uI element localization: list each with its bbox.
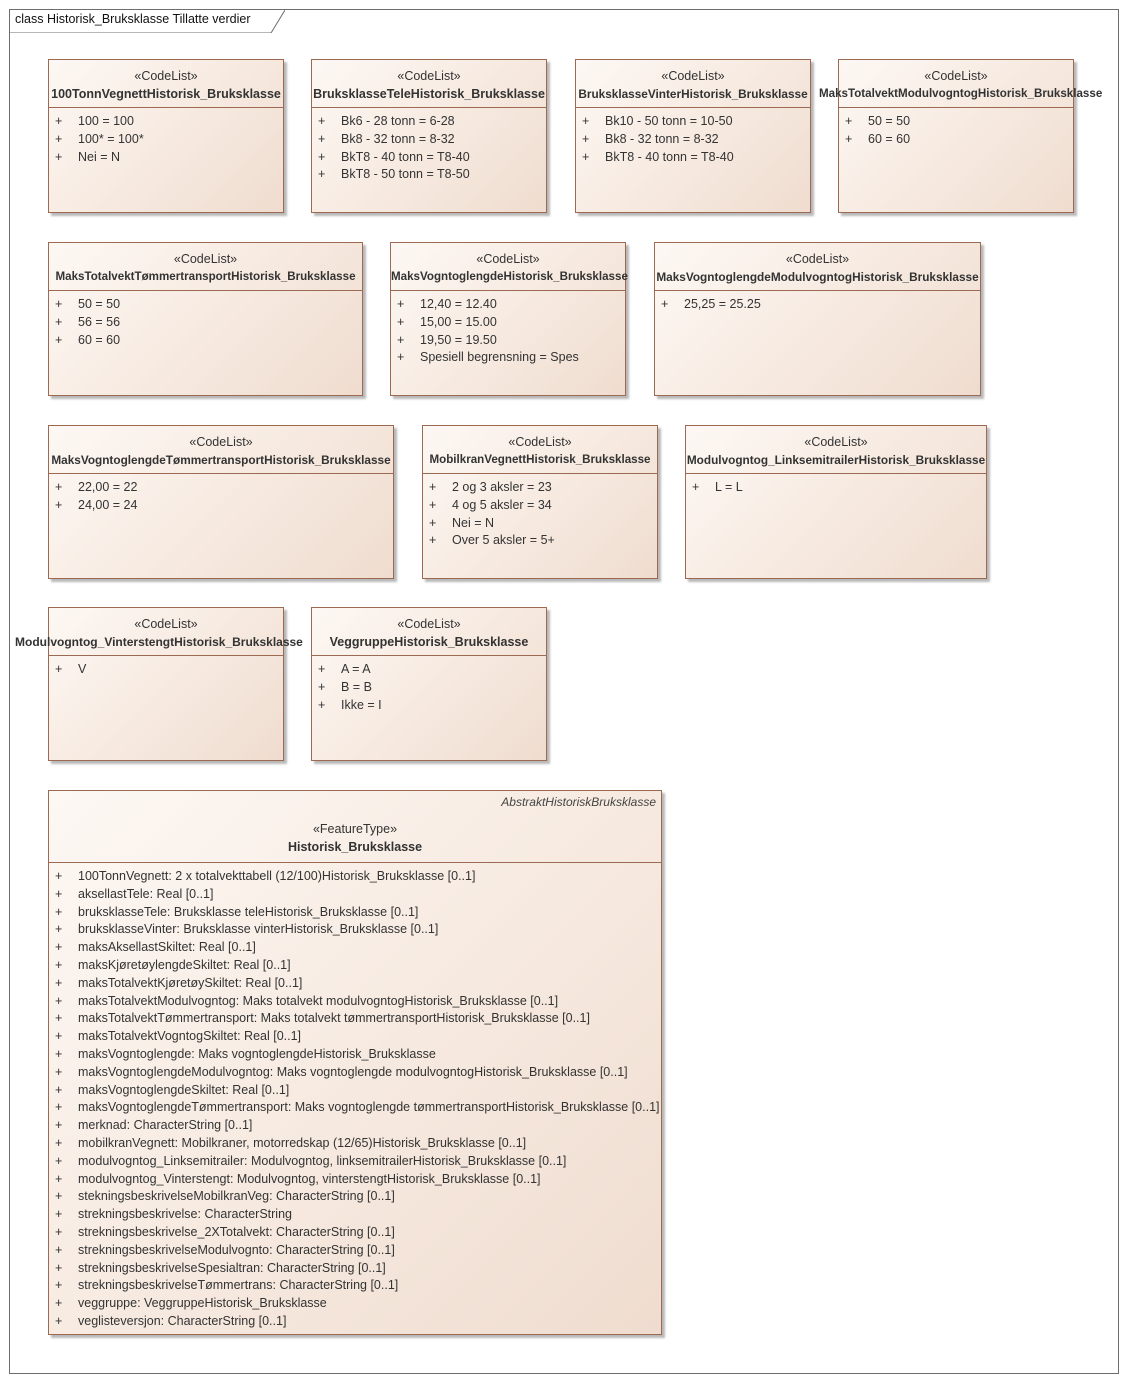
public-visibility-marker: +	[55, 1171, 63, 1186]
attribute-row	[49, 1046, 661, 1064]
class-name: Modulvogntog_VinterstengtHistorisk_Bruksklasse	[15, 635, 303, 649]
public-visibility-marker: +	[55, 922, 63, 937]
codelist-box[interactable]	[685, 425, 987, 579]
value-text: Spesiell begrensning = Spes	[420, 350, 579, 365]
public-visibility-marker: +	[55, 1153, 63, 1168]
value-row	[423, 479, 657, 497]
attribute-row	[49, 1153, 661, 1171]
value-text: 19,50 = 19.50	[420, 332, 497, 347]
value-row	[391, 332, 625, 350]
class-name: 100TonnVegnettHistorisk_Bruksklasse	[51, 87, 281, 101]
attribute-row	[49, 1277, 661, 1295]
class-name: MaksVogntoglengdeModulvogntogHistorisk_Bruksklasse	[656, 270, 979, 284]
value-row	[391, 349, 625, 367]
public-visibility-marker: +	[429, 533, 437, 548]
value-text: 4 og 5 aksler = 34	[452, 497, 552, 512]
attribute-row	[49, 1082, 661, 1100]
value-text: maksVogntoglengdeModulvogntog: Maks vogntoglengde modulvogntogHistorisk_Bruksklasse [0..1]	[78, 1064, 628, 1079]
public-visibility-marker: +	[55, 497, 63, 512]
value-text: B = B	[341, 679, 372, 694]
value-row	[49, 314, 362, 332]
value-row	[312, 679, 546, 697]
value-text: Bk6 - 28 tonn = 6-28	[341, 114, 455, 128]
attribute-row	[49, 1224, 661, 1242]
stereotype-label: «CodeList»	[924, 69, 988, 83]
public-visibility-marker: +	[55, 1118, 63, 1133]
public-visibility-marker: +	[55, 314, 63, 329]
stereotype-label: «CodeList»	[397, 617, 461, 631]
public-visibility-marker: +	[318, 167, 326, 182]
stereotype-label: «CodeList»	[397, 69, 461, 83]
public-visibility-marker: +	[55, 131, 63, 146]
attribute-row	[49, 957, 661, 975]
value-list	[839, 108, 1073, 149]
value-list	[312, 656, 546, 714]
value-text: 100 = 100	[78, 114, 134, 128]
value-list	[423, 474, 657, 550]
public-visibility-marker: +	[55, 297, 63, 311]
attribute-row	[49, 1099, 661, 1117]
value-text: maksVogntoglengde: Maks vogntoglengdeHistorisk_Bruksklasse	[78, 1046, 436, 1061]
value-list	[391, 291, 625, 367]
public-visibility-marker: +	[582, 114, 590, 128]
public-visibility-marker: +	[55, 1029, 63, 1044]
value-text: BkT8 - 40 tonn = T8-40	[341, 149, 470, 164]
public-visibility-marker: +	[55, 1135, 63, 1150]
value-text: 12,40 = 12.40	[420, 297, 497, 311]
public-visibility-marker: +	[318, 697, 326, 712]
diagram-title: class Historisk_Bruksklasse Tillatte verdier	[15, 12, 251, 26]
public-visibility-marker: +	[397, 332, 405, 347]
value-text: Nei = N	[78, 149, 121, 164]
codelist-box[interactable]	[48, 425, 394, 579]
value-text: Over 5 aksler = 5+	[452, 533, 555, 548]
public-visibility-marker: +	[55, 332, 63, 347]
stereotype-label: «CodeList»	[508, 435, 572, 449]
public-visibility-marker: +	[582, 149, 590, 164]
attribute-row	[49, 1064, 661, 1082]
stereotype-label: «CodeList»	[785, 252, 850, 266]
value-row	[49, 149, 283, 167]
value-text: BkT8 - 50 tonn = T8-50	[341, 167, 470, 182]
value-row	[576, 149, 810, 167]
value-text: maksTotalvektTømmertransport: Maks totalvekt tømmertransportHistorisk_Bruksklasse [0..1]	[78, 1011, 590, 1026]
class-name: MaksTotalvektModulvogntogHistorisk_Bruksklasse	[819, 87, 1103, 100]
public-visibility-marker: +	[55, 975, 63, 990]
value-text: maksKjøretøylengdeSkiltet: Real [0..1]	[78, 957, 291, 972]
public-visibility-marker: +	[55, 904, 63, 919]
codelist-box[interactable]	[48, 59, 284, 213]
value-list	[49, 474, 393, 515]
value-row	[49, 479, 393, 497]
value-text: maksVogntoglengdeSkiltet: Real [0..1]	[78, 1082, 290, 1097]
value-row	[391, 314, 625, 332]
value-text: aksellastTele: Real [0..1]	[78, 886, 214, 901]
value-row	[312, 149, 546, 167]
class-name: MaksVogntoglengdeHistorisk_Bruksklasse	[391, 270, 628, 283]
value-text: veglisteversjon: CharacterString [0..1]	[78, 1313, 287, 1328]
value-text: Bk8 - 32 tonn = 8-32	[341, 131, 455, 146]
public-visibility-marker: +	[55, 1278, 63, 1293]
public-visibility-marker: +	[318, 131, 326, 146]
value-row	[49, 332, 362, 350]
public-visibility-marker: +	[55, 940, 63, 955]
value-text: strekningsbeskrivelseModulvognto: CharacterString [0..1]	[78, 1242, 395, 1257]
value-text: veggruppe: VeggruppeHistorisk_Bruksklasse	[78, 1296, 327, 1311]
value-text: 2 og 3 aksler = 23	[452, 480, 552, 494]
value-row	[391, 296, 625, 314]
value-row	[839, 131, 1073, 149]
public-visibility-marker: +	[429, 497, 437, 512]
public-visibility-marker: +	[318, 679, 326, 694]
public-visibility-marker: +	[845, 131, 853, 146]
public-visibility-marker: +	[661, 297, 669, 311]
value-text: merknad: CharacterString [0..1]	[78, 1118, 253, 1133]
value-row	[686, 479, 986, 497]
public-visibility-marker: +	[55, 1296, 63, 1311]
public-visibility-marker: +	[55, 1064, 63, 1079]
codelist-box[interactable]	[390, 242, 626, 396]
public-visibility-marker: +	[55, 114, 63, 128]
codelist-box[interactable]	[819, 59, 1103, 213]
diagram-title-tab	[9, 9, 285, 33]
public-visibility-marker: +	[318, 662, 326, 676]
value-text: V	[78, 662, 87, 676]
value-text: 100* = 100*	[78, 131, 144, 146]
stereotype-label: «CodeList»	[134, 617, 198, 631]
value-text: maksTotalvektKjøretøySkiltet: Real [0..1]	[78, 975, 303, 990]
value-row	[49, 661, 283, 679]
public-visibility-marker: +	[55, 1100, 63, 1115]
value-text: 50 = 50	[78, 297, 121, 311]
value-text: BkT8 - 40 tonn = T8-40	[605, 149, 734, 164]
public-visibility-marker: +	[55, 957, 63, 972]
class-name: VeggruppeHistorisk_Bruksklasse	[329, 635, 529, 649]
value-row	[49, 497, 393, 515]
class-name: MaksVogntoglengdeTømmertransportHistorisk_Bruksklasse	[51, 453, 391, 467]
public-visibility-marker: +	[55, 662, 63, 676]
value-text: L = L	[715, 480, 743, 494]
value-text: mobilkranVegnett: Mobilkraner, motorredskap (12/65)Historisk_Bruksklasse [0..1]	[78, 1135, 527, 1150]
value-row	[423, 515, 657, 533]
value-row	[312, 113, 546, 131]
public-visibility-marker: +	[55, 1224, 63, 1239]
value-row	[576, 113, 810, 131]
codelist-box[interactable]	[575, 59, 811, 213]
attribute-row	[49, 993, 661, 1011]
value-text: stekningsbeskrivelseMobilkranVeg: CharacterString [0..1]	[78, 1189, 395, 1204]
attribute-row	[49, 1242, 661, 1260]
stereotype-label: «CodeList»	[661, 69, 725, 83]
value-text: A = A	[341, 662, 371, 676]
public-visibility-marker: +	[397, 314, 405, 329]
value-list	[49, 108, 283, 166]
attribute-row	[49, 1010, 661, 1028]
value-text: 100TonnVegnett: 2 x totalvekttabell (12/100)Historisk_Bruksklasse [0..1]	[78, 869, 476, 883]
value-text: modulvogntog_Vinterstengt: Modulvogntog, vinterstengtHistorisk_Bruksklasse [0..1]	[78, 1171, 541, 1186]
stereotype-label: «CodeList»	[476, 252, 540, 266]
class-name: Modulvogntog_LinksemitrailerHistorisk_Bruksklasse	[686, 453, 986, 467]
attribute-row	[49, 1260, 661, 1278]
public-visibility-marker: +	[55, 1082, 63, 1097]
public-visibility-marker: +	[55, 1260, 63, 1275]
value-text: 60 = 60	[78, 332, 121, 347]
value-row	[423, 532, 657, 550]
attribute-row	[49, 1028, 661, 1046]
value-row	[49, 296, 362, 314]
class-name: BruksklasseVinterHistorisk_Bruksklasse	[578, 87, 808, 101]
value-list	[49, 291, 362, 349]
public-visibility-marker: +	[429, 480, 437, 494]
codelist-box[interactable]	[311, 59, 547, 213]
value-text: strekningsbeskrivelseSpesialtran: CharacterString [0..1]	[78, 1260, 386, 1275]
codelist-box[interactable]	[654, 242, 981, 396]
value-text: 22,00 = 22	[78, 480, 138, 494]
value-row	[839, 113, 1073, 131]
public-visibility-marker: +	[55, 869, 63, 883]
public-visibility-marker: +	[55, 1046, 63, 1061]
value-list	[312, 108, 546, 184]
attribute-row	[49, 939, 661, 957]
value-text: 15,00 = 15.00	[420, 314, 497, 329]
attribute-row	[49, 1188, 661, 1206]
value-text: maksTotalvektModulvogntog: Maks totalvekt modulvogntogHistorisk_Bruksklasse [0..1]	[78, 993, 559, 1008]
attribute-list	[49, 863, 661, 1331]
attribute-row	[49, 886, 661, 904]
public-visibility-marker: +	[55, 480, 63, 494]
attribute-row	[49, 1117, 661, 1135]
value-text: strekningsbeskrivelseTømmertrans: CharacterString [0..1]	[78, 1278, 399, 1293]
public-visibility-marker: +	[55, 1242, 63, 1257]
value-text: modulvogntog_Linksemitrailer: Modulvogntog, linksemitrailerHistorisk_Bruksklasse [0..1]	[78, 1153, 567, 1168]
value-text: strekningsbeskrivelse: CharacterString	[78, 1207, 292, 1222]
public-visibility-marker: +	[845, 114, 853, 128]
codelist-box[interactable]	[48, 242, 363, 396]
public-visibility-marker: +	[55, 149, 63, 164]
value-text: maksVogntoglengdeTømmertransport: Maks vogntoglengde tømmertransportHistorisk_Bruksklasse [0..1]	[78, 1100, 660, 1115]
value-text: Ikke = I	[341, 697, 382, 712]
value-text: 24,00 = 24	[78, 497, 138, 512]
attribute-row	[49, 1295, 661, 1313]
attribute-row	[49, 921, 661, 939]
value-row	[312, 661, 546, 679]
public-visibility-marker: +	[55, 1011, 63, 1026]
value-row	[312, 166, 546, 184]
value-text: bruksklasseVinter: Bruksklasse vinterHistorisk_Bruksklasse [0..1]	[78, 922, 439, 937]
class-name: BruksklasseTeleHistorisk_Bruksklasse	[313, 87, 545, 101]
attribute-row	[49, 1171, 661, 1189]
public-visibility-marker: +	[55, 886, 63, 901]
public-visibility-marker: +	[55, 1189, 63, 1204]
stereotype-label: «FeatureType»	[312, 822, 398, 836]
class-name: Historisk_Bruksklasse	[287, 840, 423, 854]
value-text: 50 = 50	[868, 114, 911, 128]
featuretype-box[interactable]	[48, 790, 662, 1335]
public-visibility-marker: +	[397, 297, 405, 311]
public-visibility-marker: +	[55, 1313, 63, 1328]
value-text: 25,25 = 25.25	[684, 297, 761, 311]
generalization-label: AbstraktHistoriskBruksklasse	[501, 795, 656, 809]
public-visibility-marker: +	[429, 515, 437, 530]
stereotype-label: «CodeList»	[189, 435, 253, 449]
public-visibility-marker: +	[55, 993, 63, 1008]
value-row	[49, 113, 283, 131]
value-text: bruksklasseTele: Bruksklasse teleHistorisk_Bruksklasse [0..1]	[78, 904, 419, 919]
public-visibility-marker: +	[582, 131, 590, 146]
public-visibility-marker: +	[397, 350, 405, 365]
value-list	[655, 291, 980, 314]
value-row	[576, 131, 810, 149]
attribute-row	[49, 1313, 661, 1331]
value-list	[576, 108, 810, 166]
class-name: MobilkranVegnettHistorisk_Bruksklasse	[429, 453, 651, 466]
value-text: Bk10 - 50 tonn = 10-50	[605, 114, 733, 128]
stereotype-label: «CodeList»	[804, 435, 868, 449]
value-row	[312, 131, 546, 149]
value-row	[655, 296, 980, 314]
public-visibility-marker: +	[318, 114, 326, 128]
public-visibility-marker: +	[692, 480, 700, 494]
value-list	[49, 656, 283, 679]
codelist-box[interactable]	[311, 607, 547, 761]
value-text: 60 = 60	[868, 131, 911, 146]
value-text: 56 = 56	[78, 314, 121, 329]
public-visibility-marker: +	[55, 1207, 63, 1222]
codelist-box[interactable]	[15, 607, 303, 761]
value-row	[49, 131, 283, 149]
value-list	[686, 474, 986, 497]
stereotype-label: «CodeList»	[173, 252, 238, 266]
attribute-row	[49, 868, 661, 886]
value-row	[423, 497, 657, 515]
attribute-row	[49, 1135, 661, 1153]
codelist-box[interactable]	[422, 425, 658, 579]
public-visibility-marker: +	[318, 149, 326, 164]
value-text: Bk8 - 32 tonn = 8-32	[605, 131, 719, 146]
value-text: strekningsbeskrivelse_2XTotalvekt: CharacterString [0..1]	[78, 1224, 395, 1239]
stereotype-label: «CodeList»	[134, 69, 198, 83]
class-name: MaksTotalvektTømmertransportHistorisk_Bruksklasse	[55, 270, 356, 283]
attribute-row	[49, 975, 661, 993]
attribute-row	[49, 904, 661, 922]
value-text: maksTotalvektVogntogSkiltet: Real [0..1]	[78, 1029, 302, 1044]
attribute-row	[49, 1206, 661, 1224]
value-row	[312, 697, 546, 715]
value-text: maksAksellastSkiltet: Real [0..1]	[78, 940, 256, 955]
value-text: Nei = N	[452, 515, 495, 530]
